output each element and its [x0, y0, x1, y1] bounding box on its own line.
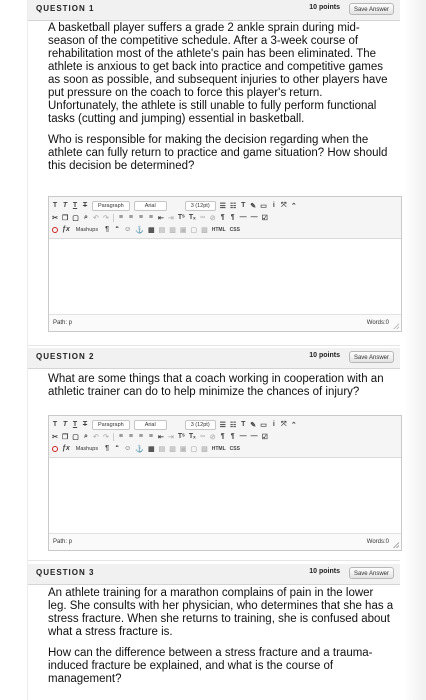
- question-1-paragraph: A basketball player suffers a grade 2 ankle sprain during mid-season of the competitive schedule. After a 3-week course of rehabilitation most of the athlete's pain has been eliminated. The athlete is anxious to get back into practice and competitive games as soon as possible, and subsequent injuries to other players have put pressure on the coach to force this player's return. Unfortunately, the athlete is still unable to fully perform functional tasks (cutting and jumping) essential in basketball.: [48, 22, 388, 125]
- superscript-icon[interactable]: Tˢ: [177, 214, 185, 221]
- strikethrough-icon[interactable]: T: [82, 202, 88, 209]
- align-justify-icon[interactable]: ≡: [148, 214, 153, 221]
- question-2-answer-editor[interactable]: [48, 415, 402, 551]
- spellcheck-icon[interactable]: ☑: [261, 433, 268, 441]
- link-icon[interactable]: ∞: [200, 214, 206, 221]
- paragraph-mark-icon[interactable]: ¶: [105, 226, 110, 233]
- mashups-select[interactable]: Mashups: [75, 445, 99, 452]
- editor-status-bar: [49, 533, 401, 550]
- table-merge-icon[interactable]: ▣: [179, 445, 187, 453]
- table-split-icon[interactable]: ▢: [190, 445, 198, 453]
- align-right-icon[interactable]: ≡: [138, 214, 143, 221]
- css-button[interactable]: CSS: [229, 226, 240, 233]
- format-select[interactable]: Paragraph: [92, 420, 130, 430]
- redo-icon[interactable]: ↷: [102, 214, 109, 222]
- record-icon[interactable]: [52, 446, 58, 452]
- outdent-icon[interactable]: ⇤: [157, 214, 164, 222]
- quote-icon[interactable]: “: [115, 226, 119, 233]
- format-select[interactable]: Paragraph: [92, 201, 130, 211]
- find-icon[interactable]: ⌕: [83, 213, 88, 221]
- text-color-icon[interactable]: T: [241, 202, 246, 209]
- question-1-text: [48, 22, 394, 181]
- emoticon-icon[interactable]: ☺: [124, 445, 132, 452]
- table-merge-icon[interactable]: ▣: [179, 226, 187, 234]
- html-source-button[interactable]: HTML: [211, 226, 226, 233]
- align-center-icon[interactable]: ≡: [128, 433, 133, 440]
- toolbar-row-3: [52, 224, 398, 235]
- toolbar-row-2: [52, 212, 398, 223]
- rtl-icon[interactable]: ¶: [230, 214, 235, 221]
- anchor-icon[interactable]: ⚓: [135, 445, 144, 453]
- collapse-icon[interactable]: ⌃: [290, 421, 297, 429]
- fullscreen-icon[interactable]: ⤧: [281, 201, 287, 209]
- remove-format-icon[interactable]: —: [250, 214, 258, 221]
- question-3-prompt: How can the difference between a stress fracture and a trauma-induced fracture be explained, and what is the course of management?: [48, 647, 373, 685]
- horizontal-rule-icon[interactable]: —: [239, 433, 247, 440]
- table-row-icon[interactable]: ▤: [158, 445, 166, 453]
- italic-icon[interactable]: T: [62, 202, 68, 209]
- paragraph-mark-icon[interactable]: ¶: [105, 445, 110, 452]
- question-3-points: 10 points: [309, 568, 340, 575]
- resize-handle-icon[interactable]: [393, 323, 399, 329]
- html-source-button[interactable]: HTML: [211, 445, 226, 452]
- align-right-icon[interactable]: ≡: [138, 433, 143, 440]
- table-split-icon[interactable]: ▢: [190, 226, 198, 234]
- question-1-answer-editor[interactable]: [48, 196, 402, 332]
- comment-icon[interactable]: ▭: [260, 421, 267, 429]
- remove-format-icon[interactable]: —: [250, 433, 258, 440]
- underline-icon[interactable]: T: [72, 421, 78, 428]
- cut-icon[interactable]: ✂: [52, 433, 58, 441]
- collapse-icon[interactable]: ⌃: [290, 202, 297, 210]
- question-1-save-answer-button[interactable]: Save Answer: [349, 3, 394, 15]
- horizontal-rule-icon[interactable]: —: [239, 214, 247, 221]
- bullet-list-icon[interactable]: ☰: [219, 421, 226, 429]
- subscript-icon[interactable]: Tₓ: [188, 433, 196, 440]
- question-2-title: QUESTION 2: [36, 352, 95, 361]
- undo-icon[interactable]: ↶: [92, 433, 99, 441]
- quote-icon[interactable]: “: [115, 445, 119, 452]
- info-icon[interactable]: i: [272, 421, 275, 428]
- align-left-icon[interactable]: ≡: [118, 433, 123, 440]
- outdent-icon[interactable]: ⇤: [157, 433, 164, 441]
- subscript-icon[interactable]: Tₓ: [188, 214, 196, 221]
- resize-handle-icon[interactable]: [393, 542, 399, 548]
- font-select[interactable]: Arial: [134, 201, 167, 211]
- toolbar-row-2: [52, 431, 398, 442]
- question-2-points: 10 points: [309, 352, 340, 359]
- text-color-icon[interactable]: T: [241, 421, 246, 428]
- toolbar-row-3: [52, 443, 398, 454]
- answer-text-area[interactable]: [49, 239, 401, 314]
- cut-icon[interactable]: ✂: [52, 214, 58, 222]
- table-icon[interactable]: ▦: [148, 226, 155, 234]
- underline-icon[interactable]: T: [72, 202, 78, 209]
- table-col-icon[interactable]: ▥: [169, 445, 176, 453]
- copy-icon[interactable]: ❐: [62, 433, 69, 441]
- table-icon[interactable]: ▦: [148, 445, 155, 453]
- find-icon[interactable]: ⌕: [83, 432, 88, 440]
- record-icon[interactable]: [52, 227, 58, 233]
- highlight-icon[interactable]: ✎: [250, 202, 257, 210]
- comment-icon[interactable]: ▭: [260, 202, 267, 210]
- unlink-icon[interactable]: ⊘: [209, 433, 216, 441]
- paste-icon[interactable]: ▢: [72, 433, 79, 441]
- fullscreen-icon[interactable]: ⤧: [281, 420, 287, 428]
- question-divider: [28, 345, 400, 346]
- indent-icon[interactable]: ⇥: [167, 433, 174, 441]
- ltr-icon[interactable]: ¶: [220, 433, 225, 440]
- toolbar-row-1: [52, 200, 398, 211]
- link-icon[interactable]: ∞: [200, 433, 206, 440]
- table-row-icon[interactable]: ▤: [158, 226, 166, 234]
- align-justify-icon[interactable]: ≡: [148, 433, 153, 440]
- superscript-icon[interactable]: Tˢ: [177, 433, 185, 440]
- unlink-icon[interactable]: ⊘: [209, 214, 216, 222]
- ltr-icon[interactable]: ¶: [220, 214, 225, 221]
- table-col-icon[interactable]: ▥: [169, 226, 176, 234]
- question-1-title: QUESTION 1: [36, 4, 95, 13]
- bullet-list-icon[interactable]: ☰: [219, 202, 226, 210]
- italic-icon[interactable]: T: [62, 421, 68, 428]
- align-left-icon[interactable]: ≡: [118, 214, 123, 221]
- redo-icon[interactable]: ↷: [102, 433, 109, 441]
- word-count: Words:0: [366, 539, 389, 545]
- question-2-text: [48, 373, 394, 407]
- numbered-list-icon[interactable]: ☷: [229, 202, 237, 210]
- font-select[interactable]: Arial: [134, 420, 167, 430]
- math-icon[interactable]: ƒx: [62, 445, 70, 452]
- question-2-header: [28, 348, 400, 369]
- mashups-select[interactable]: Mashups: [75, 226, 99, 233]
- undo-icon[interactable]: ↶: [92, 214, 99, 222]
- word-count: Words:0: [366, 320, 389, 326]
- font-size-select[interactable]: 3 (12pt): [185, 201, 216, 211]
- question-divider: [28, 560, 400, 561]
- question-3-paragraph: An athlete training for a marathon complains of pain in the lower leg. She consults with her physician, who determines that she has a stress fracture. When she returns to training, she is confused about what a stress fracture is.: [48, 587, 394, 638]
- answer-text-area[interactable]: [49, 458, 401, 533]
- table-delete-icon[interactable]: ▧: [201, 226, 208, 234]
- font-size-select[interactable]: 3 (12pt): [185, 420, 216, 430]
- spellcheck-icon[interactable]: ☑: [261, 214, 268, 222]
- question-2-save-answer-button[interactable]: Save Answer: [349, 351, 394, 363]
- math-icon[interactable]: ƒx: [62, 226, 70, 233]
- indent-icon[interactable]: ⇥: [167, 214, 174, 222]
- editor-toolbar: [49, 197, 401, 239]
- table-delete-icon[interactable]: ▧: [201, 445, 208, 453]
- strikethrough-icon[interactable]: T: [82, 421, 88, 428]
- editor-path: Path: p: [53, 320, 73, 326]
- page-right-gutter: [404, 0, 426, 700]
- question-3-save-answer-button[interactable]: Save Answer: [349, 567, 394, 579]
- question-1-prompt: Who is responsible for making the decision regarding when the athlete can fully return to practice and game situation? How should this decision be determined?: [48, 134, 388, 172]
- question-1-points: 10 points: [309, 4, 340, 11]
- emoticon-icon[interactable]: ☺: [124, 226, 132, 233]
- bold-icon[interactable]: T: [52, 421, 58, 428]
- rtl-icon[interactable]: ¶: [230, 433, 235, 440]
- editor-status-bar: [49, 314, 401, 331]
- question-1-header: [28, 0, 400, 21]
- toolbar-separator: [113, 433, 114, 441]
- css-button[interactable]: CSS: [229, 445, 240, 452]
- question-3-text: [48, 587, 394, 694]
- highlight-icon[interactable]: ✎: [250, 421, 257, 429]
- toolbar-separator: [113, 214, 114, 222]
- question-3-header: [28, 564, 400, 585]
- bold-icon[interactable]: T: [52, 202, 58, 209]
- toolbar-row-1: [52, 419, 398, 430]
- question-2-paragraph: What are some things that a coach working in cooperation with an athletic trainer can do to help minimize the chances of injury?: [48, 373, 384, 398]
- numbered-list-icon[interactable]: ☷: [229, 421, 237, 429]
- copy-icon[interactable]: ❐: [62, 214, 69, 222]
- align-center-icon[interactable]: ≡: [128, 214, 133, 221]
- anchor-icon[interactable]: ⚓: [135, 226, 144, 234]
- paste-icon[interactable]: ▢: [72, 214, 79, 222]
- editor-toolbar: [49, 416, 401, 458]
- info-icon[interactable]: i: [272, 202, 275, 209]
- editor-path: Path: p: [53, 539, 73, 545]
- question-3-title: QUESTION 3: [36, 568, 95, 577]
